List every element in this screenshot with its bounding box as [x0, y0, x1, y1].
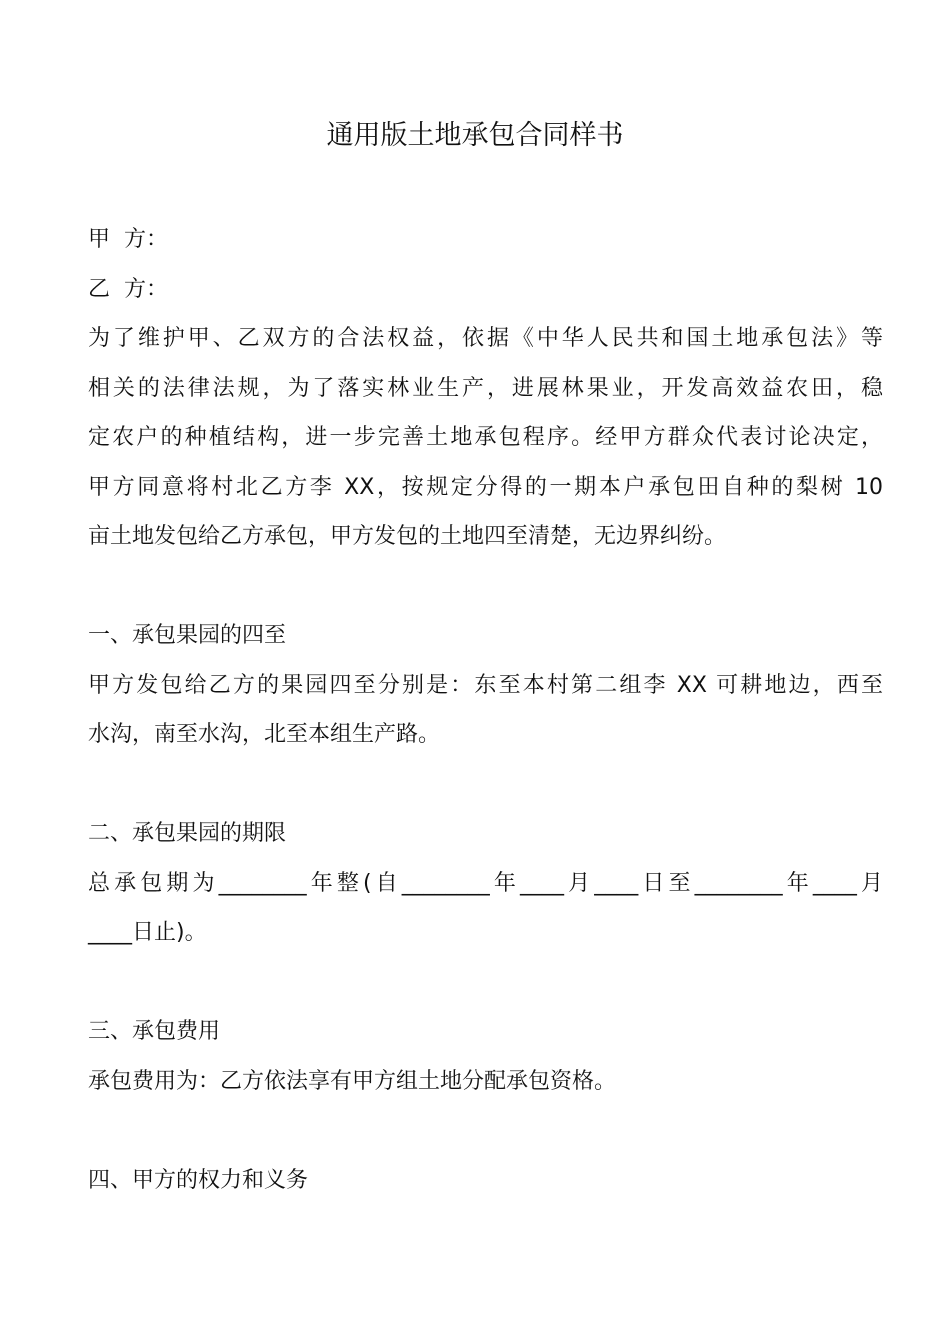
intro-line: 定农户的种植结构，进一步完善土地承包程序。经甲方群众代表讨论决定，: [88, 425, 883, 450]
section-heading: 三、承包费用: [88, 1019, 221, 1044]
section-heading: 二、承包果园的期限: [88, 821, 287, 846]
section-line: 水沟，南至水沟，北至本组生产路。: [88, 722, 441, 747]
section-line: 总承包期为________年整(自________年____月____日至________年____月: [88, 870, 883, 896]
document-title: 通用版土地承包合同样书: [326, 120, 624, 151]
section-line: ____日止)。: [88, 920, 207, 945]
spacer: [88, 958, 883, 1008]
party-b-line: 乙 方：: [88, 276, 168, 302]
intro-line: 甲方同意将村北乙方李 XX，按规定分得的一期本户承包田自种的梨树 10: [88, 474, 883, 500]
section-heading: 一、承包果园的四至: [88, 623, 287, 648]
intro-line: 为了维护甲、乙双方的合法权益，依据《中华人民共和国土地承包法》等: [88, 326, 883, 351]
spacer: [88, 1106, 883, 1156]
party-a-line: 甲 方：: [88, 227, 168, 252]
intro-line: 相关的法律法规，为了落实林业生产，进展林果业，开发高效益农田，稳: [88, 375, 883, 401]
section-line: 甲方发包给乙方的果园四至分别是：东至本村第二组李 XX 可耕地边，西至: [88, 672, 883, 698]
spacer: [88, 760, 883, 810]
intro-line: 亩土地发包给乙方承包，甲方发包的土地四至清楚，无边界纠纷。: [88, 524, 727, 549]
spacer: [88, 562, 883, 612]
section-line: 承包费用为：乙方依法享有甲方组土地分配承包资格。: [88, 1068, 617, 1094]
document-body: [88, 215, 883, 1205]
section-heading: 四、甲方的权力和义务: [88, 1167, 309, 1193]
